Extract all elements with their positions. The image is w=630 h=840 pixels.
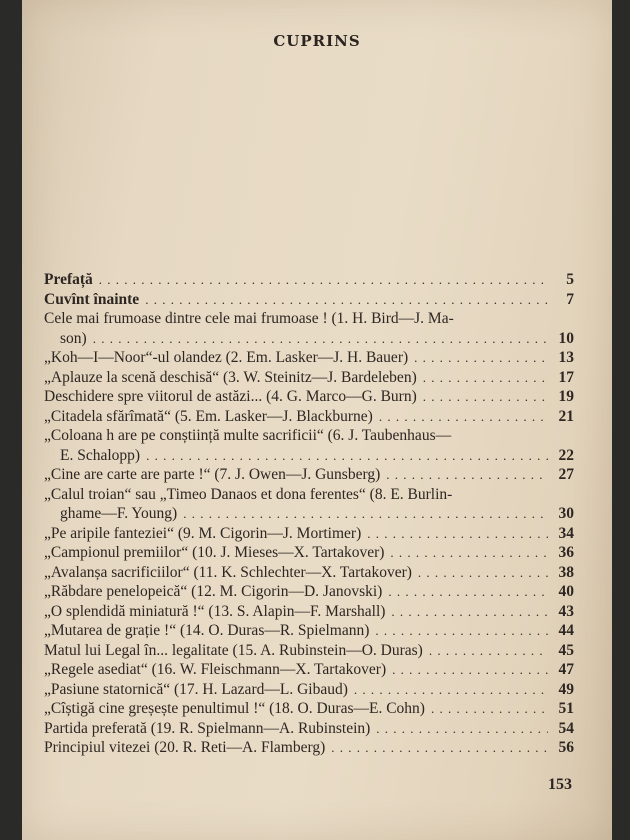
toc-entry <box>44 738 574 758</box>
toc-entry-title: son) <box>60 329 87 347</box>
toc-entry-continuation <box>44 446 574 466</box>
dot-leader <box>93 329 548 349</box>
toc-entry-line <box>44 641 574 661</box>
toc-entry-title: „Mutarea de grație !“ (14. O. Duras—R. Spielmann) <box>44 622 370 639</box>
toc-entry-page: 49 <box>558 680 574 698</box>
toc-entry-page: 10 <box>558 329 574 347</box>
toc-entry <box>44 309 574 348</box>
toc-entry-title: „O splendidă miniatură !“ (13. S. Alapin—F. Marshall) <box>44 602 386 620</box>
toc-entry-page: 30 <box>558 505 574 522</box>
toc-entry <box>44 290 574 310</box>
dot-leader <box>429 641 548 661</box>
dot-leader <box>388 582 548 602</box>
toc-entry-title: „Calul troian“ sau „Timeo Danaos et dona ferentes“ (8. E. Burlin- <box>44 485 453 503</box>
toc-entry-title: Cele mai frumoase dintre cele mai frumoase ! (1. H. Bird—J. Ma- <box>44 310 454 327</box>
toc-entry <box>44 660 574 680</box>
toc-entry-line <box>44 602 574 622</box>
toc-entry <box>44 407 574 427</box>
toc-entry-title: „Koh—I—Noor“-ul olandez (2. Em. Lasker—J. H. Bauer) <box>44 349 409 366</box>
toc-entry-title: Partida preferată (19. R. Spielmann—A. Rubinstein) <box>44 719 371 737</box>
toc-entry-page: 34 <box>558 524 574 542</box>
toc-entry <box>44 426 574 465</box>
toc-entry-line <box>44 485 574 505</box>
toc-entry-title: E. Schalopp) <box>60 446 141 464</box>
toc-entry-title: ghame—F. Young) <box>60 505 178 522</box>
toc-entry-line <box>44 680 574 700</box>
toc-entry <box>44 582 574 602</box>
toc-entry <box>44 387 574 407</box>
toc-entry-title: „Cîștigă cine greșește penultimul !“ (18. O. Duras—E. Cohn) <box>44 700 425 717</box>
toc-entry <box>44 270 574 290</box>
toc-entry-title: Deschidere spre viitorul de astăzi... (4. G. Marco—G. Burn) <box>44 388 417 405</box>
toc-entry-title: Matul lui Legal în... legalitate (15. A. Rubinstein—O. Duras) <box>44 641 423 659</box>
toc-entry-page: 54 <box>558 719 574 737</box>
toc-entry-line <box>44 407 574 427</box>
toc-entry-line <box>44 738 574 758</box>
dot-leader <box>146 446 548 466</box>
toc-entry-title: „Pe aripile fanteziei“ (9. M. Cigorin—J. Mortimer) <box>44 524 362 542</box>
toc-entry <box>44 680 574 700</box>
toc-entry-line <box>44 465 574 485</box>
dot-leader <box>375 621 548 641</box>
toc-entry-title: Cuvînt înainte <box>44 290 140 308</box>
dot-leader <box>376 719 548 739</box>
toc-entry-title: Prefață <box>44 271 93 288</box>
toc-entry-line <box>44 543 574 563</box>
toc-entry-page: 40 <box>558 583 574 600</box>
toc-entry-line <box>44 524 574 544</box>
toc-entry <box>44 368 574 388</box>
toc-entry-page: 38 <box>558 563 574 581</box>
toc-entry-page: 56 <box>558 739 574 756</box>
toc-entry-line <box>44 290 574 310</box>
dot-leader <box>386 465 548 485</box>
toc-entry <box>44 719 574 739</box>
toc-entry-line <box>44 719 574 739</box>
toc-entry-page: 13 <box>558 349 574 366</box>
toc-entry <box>44 699 574 719</box>
toc-entry-title: „Aplauze la scenă deschisă“ (3. W. Steinitz—J. Bardeleben) <box>44 368 417 386</box>
dot-leader <box>423 387 548 407</box>
toc-entry-title: „Pasiune statornică“ (17. H. Lazard—L. Gibaud) <box>44 680 348 698</box>
toc-entry-title: „Regele asediat“ (16. W. Fleischmann—X. Tartakover) <box>44 661 387 678</box>
toc-entry-page: 21 <box>558 407 574 425</box>
page-number: 153 <box>548 776 572 793</box>
toc-entry-title: Principiul vitezei (20. R. Reti—A. Flamberg) <box>44 739 326 756</box>
toc-entry-page: 44 <box>558 622 574 639</box>
toc-entry-line <box>44 270 574 290</box>
toc-entry <box>44 524 574 544</box>
toc-entry-line <box>44 387 574 407</box>
dot-leader <box>367 524 548 544</box>
toc-entry-page: 17 <box>558 368 574 386</box>
toc-entry-title: „Citadela sfărîmată“ (5. Em. Lasker—J. Blackburne) <box>44 407 373 425</box>
toc-entry <box>44 602 574 622</box>
toc-entry-line <box>44 582 574 602</box>
toc-entry-page: 5 <box>566 271 574 288</box>
dot-leader <box>423 368 548 388</box>
toc-entry-continuation <box>44 329 574 349</box>
dot-leader <box>99 270 548 290</box>
toc-entry <box>44 485 574 524</box>
toc-entry-page: 22 <box>558 446 574 464</box>
toc-entry-line <box>44 368 574 388</box>
toc-entry-title: „Avalanșa sacrificiilor“ (11. K. Schlechter—X. Tartakover) <box>44 563 412 581</box>
toc-entry-line <box>44 426 574 446</box>
toc-entry <box>44 563 574 583</box>
toc-entry-page: 47 <box>558 661 574 678</box>
dot-leader <box>390 543 548 563</box>
dot-leader <box>418 563 548 583</box>
toc-entry-page: 51 <box>558 700 574 717</box>
toc-entry-title: „Răbdare penelopeică“ (12. M. Cigorin—D. Janovski) <box>44 583 383 600</box>
dot-leader <box>183 504 548 524</box>
toc-entry <box>44 348 574 368</box>
dot-leader <box>392 660 548 680</box>
toc-entry <box>44 621 574 641</box>
toc-entry-title: „Coloana h are pe conștiință multe sacrificii“ (6. J. Taubenhaus— <box>44 427 452 444</box>
dot-leader <box>145 290 548 310</box>
toc-entry-page: 19 <box>558 388 574 405</box>
toc-entry-line <box>44 660 574 680</box>
toc-entry-page: 36 <box>558 544 574 561</box>
toc-entry-title: „Campionul premiilor“ (10. J. Mieses—X. Tartakover) <box>44 544 385 561</box>
table-of-contents <box>44 270 574 758</box>
toc-entry-page: 7 <box>566 290 574 308</box>
toc-entry-continuation <box>44 504 574 524</box>
toc-entry-line <box>44 309 574 329</box>
toc-entry-page: 45 <box>558 641 574 659</box>
toc-entry-page: 27 <box>558 466 574 483</box>
book-page <box>22 0 612 840</box>
dot-leader <box>431 699 548 719</box>
dot-leader <box>414 348 548 368</box>
toc-entry-title: „Cine are carte are parte !“ (7. J. Owen—J. Gunsberg) <box>44 466 381 483</box>
dot-leader <box>331 738 548 758</box>
toc-heading: CUPRINS <box>273 32 361 50</box>
toc-entry-line <box>44 348 574 368</box>
dot-leader <box>391 602 548 622</box>
toc-entry <box>44 543 574 563</box>
toc-entry-line <box>44 699 574 719</box>
dot-leader <box>379 407 548 427</box>
toc-entry-line <box>44 621 574 641</box>
toc-entry-page: 43 <box>558 602 574 620</box>
toc-entry <box>44 465 574 485</box>
toc-entry-line <box>44 563 574 583</box>
dot-leader <box>354 680 548 700</box>
toc-entry <box>44 641 574 661</box>
